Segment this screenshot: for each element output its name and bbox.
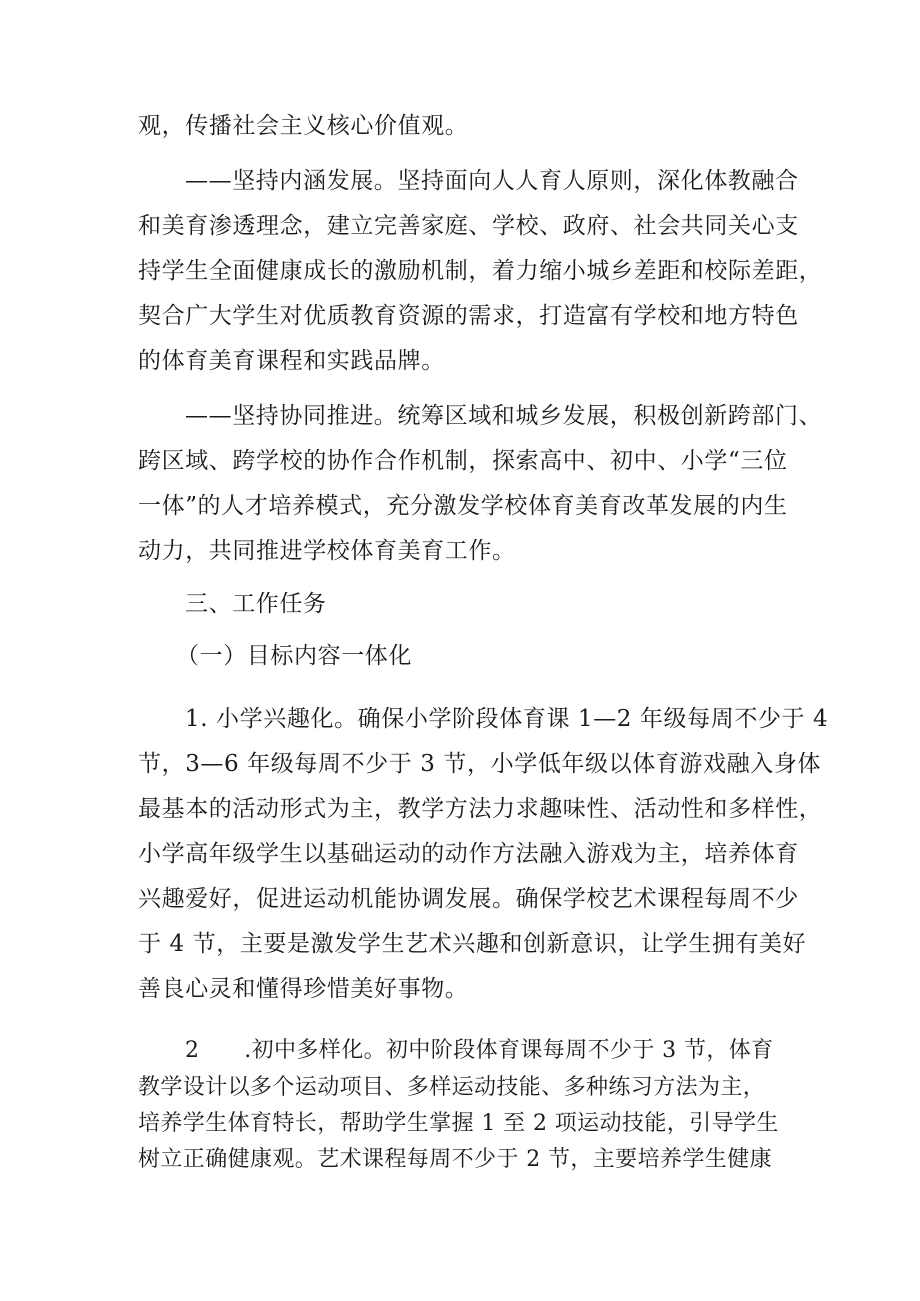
text-line: 跨区域、跨学校的协作合作机制，探索高中、初中、小学“三位 xyxy=(138,448,788,474)
text-line: 善良心灵和懂得珍惜美好事物。 xyxy=(138,976,469,1002)
text-line: 教学设计以多个运动项目、多样运动技能、多种练习方法为主， xyxy=(138,1075,766,1100)
text-line: 树立正确健康观。艺术课程每周不少于 2 节，主要培养学生健康 xyxy=(138,1147,772,1172)
text-line: 持学生全面健康成长的激励机制，着力缩小城乡差距和校际差距， xyxy=(138,258,823,284)
text-line: 动力，共同推进学校体育美育工作。 xyxy=(138,538,516,564)
text-line: 节，3—6 年级每周不少于 3 节，小学低年级以体育游戏融入身体 xyxy=(138,751,822,777)
text-line: 兴趣爱好，促进运动机能协调发展。确保学校艺术课程每周不少 xyxy=(138,886,799,912)
text-line: ——坚持内涵发展。坚持面向人人育人原则，深化体教融合 xyxy=(185,168,799,194)
text-line: 小学高年级学生以基础运动的动作方法融入游戏为主，培养体育 xyxy=(138,841,799,867)
text-line: 最基本的活动形式为主，教学方法力求趣味性、活动性和多样性， xyxy=(138,796,823,822)
subsection-heading: （一）目标内容一体化 xyxy=(176,643,412,669)
text-line: 于 4 节，主要是激发学生艺术兴趣和创新意识，让学生拥有美好 xyxy=(138,931,807,957)
text-line: 和美育渗透理念，建立完善家庭、学校、政府、社会共同关心支 xyxy=(138,213,799,239)
text-line: 一体”的人才培养模式，充分激发学校体育美育改革发展的内生 xyxy=(138,493,788,519)
text-line: 的体育美育课程和实践品牌。 xyxy=(138,348,445,374)
text-line: 契合广大学生对优质教育资源的需求，打造富有学校和地方特色 xyxy=(138,303,799,329)
text-line: 1. 小学兴趣化。确保小学阶段体育课 1—2 年级每周不少于 4 xyxy=(185,706,829,732)
text-line: 2 .初中多样化。初中阶段体育课每周不少于 3 节，体育 xyxy=(185,1038,774,1063)
text-line: 培养学生体育特长，帮助学生掌握 1 至 2 项运动技能，引导学生 xyxy=(138,1111,779,1136)
section-heading: 三、工作任务 xyxy=(185,591,327,617)
text-line: ——坚持协同推进。统筹区域和城乡发展，积极创新跨部门、 xyxy=(185,403,823,429)
text-line: 观，传播社会主义核心价值观。 xyxy=(138,113,469,139)
